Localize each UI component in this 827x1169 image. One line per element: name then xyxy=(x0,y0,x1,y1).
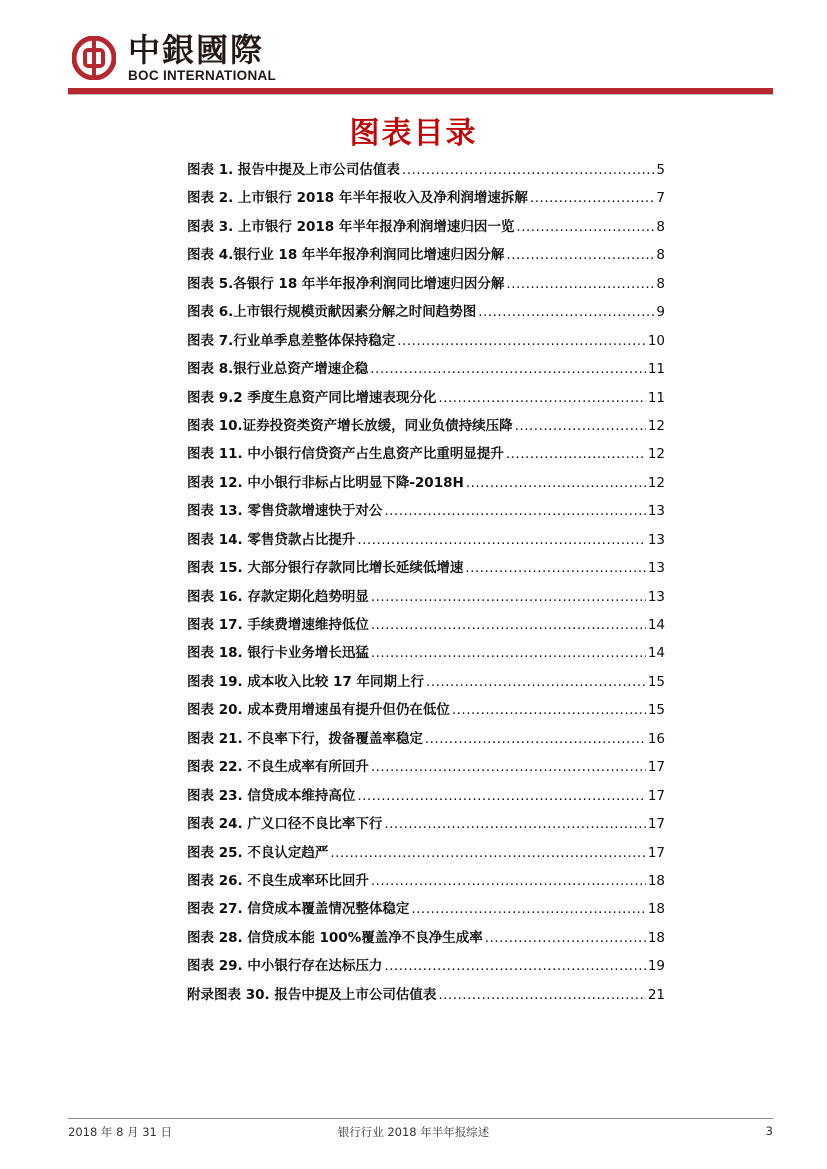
toc-entry-label: 图表 17. 手续费增速维持低位 xyxy=(187,617,369,633)
toc-entry[interactable] xyxy=(187,300,665,328)
toc-entry-label: 图表 12. 中小银行非标占比明显下降-2018H xyxy=(187,474,464,491)
toc-entry-page: 13 xyxy=(647,560,665,577)
toc-entry[interactable] xyxy=(187,471,665,499)
toc-dot-leader xyxy=(371,589,646,605)
toc-dot-leader xyxy=(426,674,646,690)
toc-entry-page: 17 xyxy=(647,816,665,833)
toc-entry-label: 图表 23. 信贷成本维持高位 xyxy=(187,787,356,804)
toc-entry-label: 图表 4.银行业 18 年半年报净利润同比增速归因分解 xyxy=(187,247,505,264)
toc-dot-leader xyxy=(371,645,646,661)
toc-entry[interactable] xyxy=(187,841,665,869)
toc-entry[interactable] xyxy=(187,528,665,556)
toc-entry[interactable] xyxy=(187,812,665,840)
toc-dot-leader xyxy=(357,788,645,804)
toc-entry[interactable] xyxy=(187,641,665,669)
toc-entry-label: 图表 7.行业单季息差整体保持稳定 xyxy=(187,332,396,349)
footer-date: 2018 年 8 月 31 日 xyxy=(68,1125,172,1139)
toc-entry-label: 图表 29. 中小银行存在达标压力 xyxy=(187,958,383,975)
toc-entry-label: 图表 8.银行业总资产增速企稳 xyxy=(187,361,369,378)
brand-name-english: BOC INTERNATIONAL xyxy=(128,68,277,83)
toc-entry[interactable] xyxy=(187,272,665,300)
toc-dot-leader xyxy=(452,702,646,718)
toc-dot-leader xyxy=(371,617,646,633)
toc-entry[interactable] xyxy=(187,386,665,414)
toc-entry-page: 15 xyxy=(647,702,665,719)
toc-entry-page: 5 xyxy=(656,162,665,178)
toc-entry-label: 图表 15. 大部分银行存款同比增长延续低增速 xyxy=(187,560,464,577)
toc-entry-label: 图表 11. 中小银行信贷资产占生息资产比重明显提升 xyxy=(187,446,504,463)
toc-entry[interactable] xyxy=(187,869,665,897)
toc-entry[interactable] xyxy=(187,755,665,783)
toc-dot-leader xyxy=(506,446,646,462)
toc-entry-page: 11 xyxy=(647,361,665,378)
toc-entry[interactable] xyxy=(187,243,665,271)
toc-entry[interactable] xyxy=(187,670,665,698)
toc-entry-page: 12 xyxy=(647,417,665,434)
toc-dot-leader xyxy=(465,560,645,576)
toc-entry-page: 10 xyxy=(647,332,665,349)
toc-dot-leader xyxy=(425,731,646,747)
toc-dot-leader xyxy=(438,987,645,1003)
toc-entry-label: 图表 24. 广义口径不良比率下行 xyxy=(187,816,383,833)
toc-entry[interactable] xyxy=(187,784,665,812)
toc-entry[interactable] xyxy=(187,329,665,357)
toc-entry-page: 8 xyxy=(656,247,665,264)
toc-entry[interactable] xyxy=(187,897,665,925)
toc-dot-leader xyxy=(485,930,646,946)
toc-entry-label: 图表 10.证券投资类资产增长放缓，同业负债持续压降 xyxy=(187,417,513,434)
toc-entry-label: 图表 14. 零售贷款占比提升 xyxy=(187,531,356,548)
toc-dot-leader xyxy=(397,333,646,349)
toc-dot-leader xyxy=(371,759,646,775)
toc-entry-label: 图表 18. 银行卡业务增长迅猛 xyxy=(187,645,369,662)
toc-entry-page: 17 xyxy=(647,759,665,776)
toc-entry-label: 图表 27. 信贷成本覆盖情况整体稳定 xyxy=(187,901,410,918)
toc-entry[interactable] xyxy=(187,585,665,613)
toc-dot-leader xyxy=(438,390,645,406)
toc-dot-leader xyxy=(384,816,645,832)
toc-entry-label: 图表 2. 上市银行 2018 年半年报收入及净利润增速拆解 xyxy=(187,190,528,207)
toc-entry-label: 图表 25. 不良认定趋严 xyxy=(187,844,329,861)
toc-entry[interactable] xyxy=(187,186,665,214)
toc-entry[interactable] xyxy=(187,954,665,982)
toc-entry-page: 18 xyxy=(647,901,665,918)
toc-entry-page: 13 xyxy=(647,588,665,605)
toc-dot-leader xyxy=(478,304,654,320)
toc-entry-label: 图表 6.上市银行规模贡献因素分解之时间趋势图 xyxy=(187,304,477,321)
toc-entry[interactable] xyxy=(187,158,665,186)
toc-entry-label: 图表 16. 存款定期化趋势明显 xyxy=(187,588,369,605)
toc-entry[interactable] xyxy=(187,926,665,954)
toc-entry-label: 图表 3. 上市银行 2018 年半年报净利润增速归因一览 xyxy=(187,218,515,235)
toc-entry-label: 图表 9.2 季度生息资产同比增速表现分化 xyxy=(187,389,437,406)
toc-entry-page: 14 xyxy=(647,617,665,633)
toc-entry-label: 图表 1. 报告中提及上市公司估值表 xyxy=(187,162,400,178)
toc-entry[interactable] xyxy=(187,556,665,584)
toc-entry-page: 12 xyxy=(647,446,665,463)
toc-entry[interactable] xyxy=(187,613,665,641)
toc-dot-leader xyxy=(515,418,646,434)
header-divider-shadow xyxy=(68,94,773,95)
toc-entry-page: 18 xyxy=(647,929,665,946)
toc-dot-leader xyxy=(516,219,654,235)
toc-entry[interactable] xyxy=(187,499,665,527)
toc-dot-leader xyxy=(402,162,654,178)
brand-name-chinese: 中銀國際 xyxy=(128,31,265,69)
toc-entry-page: 13 xyxy=(647,531,665,548)
toc-entry-label: 图表 5.各银行 18 年半年报净利润同比增速归因分解 xyxy=(187,275,505,292)
toc-entry-page: 8 xyxy=(656,275,665,292)
boc-logo-icon xyxy=(72,36,116,80)
toc-entry[interactable] xyxy=(187,727,665,755)
toc-entry-page: 18 xyxy=(647,872,665,889)
toc-entry-label: 图表 26. 不良生成率环比回升 xyxy=(187,872,369,889)
toc-entry-label: 图表 28. 信贷成本能 100%覆盖净不良净生成率 xyxy=(187,929,483,946)
toc-entry-label: 图表 20. 成本费用增速虽有提升但仍在低位 xyxy=(187,702,450,719)
toc-entry-page: 7 xyxy=(656,190,665,207)
toc-dot-leader xyxy=(506,276,654,292)
toc-entry-page: 21 xyxy=(647,986,665,1003)
toc-dot-leader xyxy=(371,873,646,889)
toc-dot-leader xyxy=(506,247,654,263)
footer-page-number: 3 xyxy=(765,1124,773,1138)
toc-dot-leader xyxy=(466,475,646,491)
footer-report-title: 银行行业 2018 年半年报综述 xyxy=(337,1125,490,1139)
toc-entry-page: 11 xyxy=(647,389,665,406)
toc-dot-leader xyxy=(357,532,645,548)
toc-entry[interactable] xyxy=(187,357,665,385)
toc-entry-page: 12 xyxy=(647,474,665,491)
toc-entry-page: 17 xyxy=(647,844,665,861)
toc-dot-leader xyxy=(384,503,645,519)
toc-entry-page: 15 xyxy=(647,673,665,690)
toc-entry-label: 附录图表 30. 报告中提及上市公司估值表 xyxy=(187,986,437,1003)
toc-entry-page: 13 xyxy=(647,503,665,520)
toc-entry-label: 图表 22. 不良生成率有所回升 xyxy=(187,759,369,776)
toc-entry-page: 8 xyxy=(656,218,665,235)
toc-dot-leader xyxy=(384,958,645,974)
toc-entry-page: 9 xyxy=(656,304,665,321)
toc-entry[interactable] xyxy=(187,698,665,726)
page-title: 图表目录 xyxy=(349,116,478,151)
toc-dot-leader xyxy=(411,901,645,917)
toc-entry-page: 17 xyxy=(647,787,665,804)
toc-entry[interactable] xyxy=(187,215,665,243)
boc-international-logo xyxy=(72,26,312,90)
toc-entry[interactable] xyxy=(187,983,665,1011)
toc-dot-leader xyxy=(530,190,655,206)
table-of-figures xyxy=(187,158,665,1011)
toc-entry-label: 图表 21. 不良率下行，拨备覆盖率稳定 xyxy=(187,730,423,747)
toc-dot-leader xyxy=(370,361,646,377)
toc-entry-page: 14 xyxy=(647,645,665,662)
footer-divider xyxy=(68,1118,773,1119)
toc-dot-leader xyxy=(330,845,645,861)
toc-entry-label: 图表 13. 零售贷款增速快于对公 xyxy=(187,503,383,520)
toc-entry[interactable] xyxy=(187,442,665,470)
toc-entry-page: 16 xyxy=(647,730,665,747)
toc-entry-label: 图表 19. 成本收入比较 17 年同期上行 xyxy=(187,673,425,690)
toc-entry[interactable] xyxy=(187,414,665,442)
toc-entry-page: 19 xyxy=(647,958,665,975)
